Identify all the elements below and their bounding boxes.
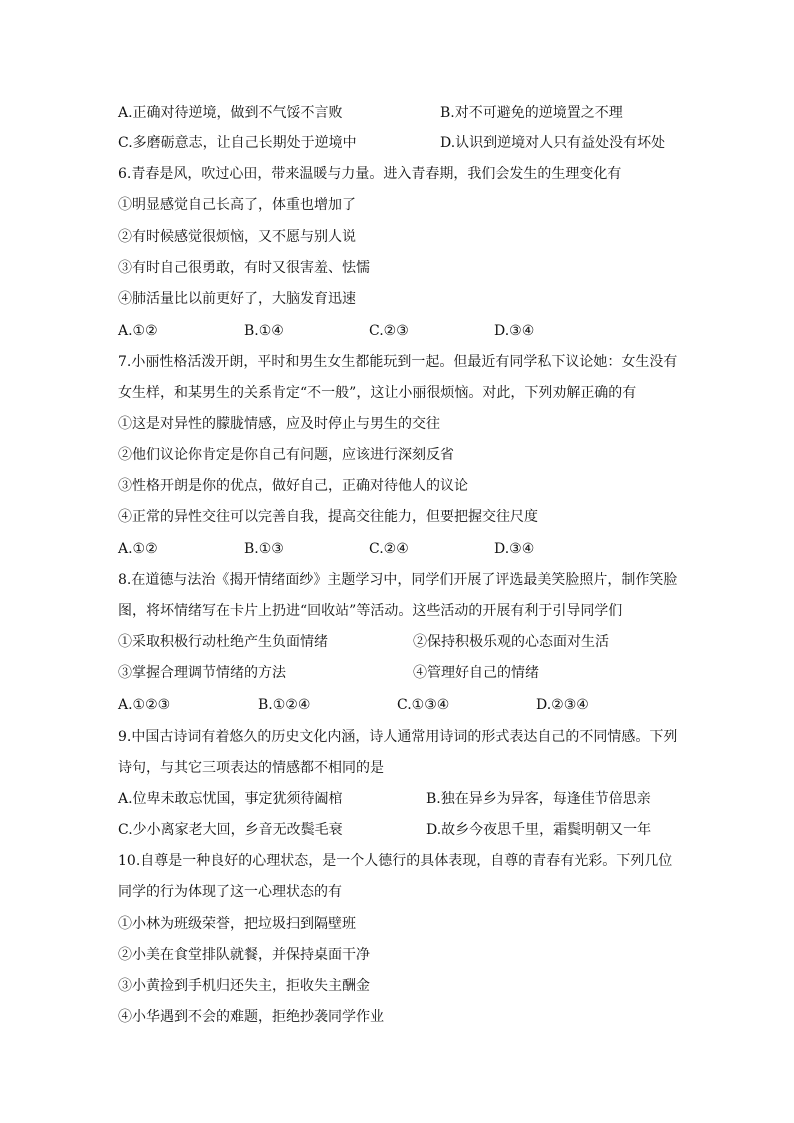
q10-item-1: ①小林为班级荣誉，把垃圾扫到隔壁班 [118,916,356,932]
q7-option-d: D.③④ [494,541,535,557]
q7-item-1: ①这是对异性的朦胧情感，应及时停止与男生的交往 [118,416,440,432]
q6-item-1: ①明显感觉自己长高了，体重也增加了 [118,197,356,213]
q9-option-a: A.位卑未敢忘忧国，事定犹须待阖棺 [118,791,343,807]
q7-item-3: ③性格开朗是你的优点，做好自己，正确对待他人的议论 [118,478,468,494]
q7-item-4: ④正常的异性交往可以完善自我，提高交往能力，但要把握交往尺度 [118,509,538,525]
q7-stem-line-1: 7.小丽性格活泼开朗，平时和男生女生都能玩到一起。但最近有同学私下议论她：女生没有 [118,354,678,370]
q6-item-3: ③有时自己很勇敢，有时又很害羞、怯懦 [118,260,370,276]
q6-option-b: B.①④ [244,323,284,339]
q5-option-a: A.正确对待逆境，做到不气馁不言败 [118,105,343,121]
q6-option-c: C.②③ [369,323,409,339]
q8-stem-line-2: 图，将坏情绪写在卡片上扔进“回收站”等活动。这些活动的开展有利于引导同学们 [118,603,623,619]
q8-option-a: A.①②③ [118,697,171,713]
q8-option-d: D.②③④ [536,697,589,713]
q5-option-c: C.多磨砺意志，让自己长期处于逆境中 [118,135,357,151]
q9-option-d: D.故乡今夜思千里，霜鬓明朝又一年 [426,822,652,838]
q6-stem: 6.青春是风，吹过心田，带来温暖与力量。进入青春期，我们会发生的生理变化有 [118,166,622,182]
q8-item-1: ①采取积极行动杜绝产生负面情绪 [118,634,328,650]
q8-option-b: B.①②④ [258,697,311,713]
q10-item-3: ③小黄捡到手机归还失主，拒收失主酬金 [118,978,370,994]
q9-option-c: C.少小离家老大回，乡音无改鬓毛衰 [118,822,343,838]
q8-option-c: C.①③④ [397,697,450,713]
q7-item-2: ②他们议论你肯定是你自己有问题，应该进行深刻反省 [118,447,454,463]
q10-item-2: ②小美在食堂排队就餐，并保持桌面干净 [118,947,370,963]
q10-stem-line-2: 同学的行为体现了这一心理状态的有 [118,884,342,900]
q8-item-4: ④管理好自己的情绪 [413,665,539,681]
q8-item-3: ③掌握合理调节情绪的方法 [118,665,286,681]
q8-item-2: ②保持积极乐观的心态面对生活 [413,634,609,650]
q8-stem-line-1: 8.在道德与法治《揭开情绪面纱》主题学习中，同学们开展了评选最美笑脸照片，制作笑脸 [118,572,678,588]
q9-option-b: B.独在异乡为异客，每逢佳节倍思亲 [426,791,651,807]
q9-stem-line-2: 诗句，与其它三项表达的情感都不相同的是 [118,760,384,776]
q7-stem-line-2: 女生样，和某男生的关系肯定“不一般”，这让小丽很烦恼。对此，下列劝解正确的有 [118,385,637,401]
q10-stem-line-1: 10.自尊是一种良好的心理状态，是一个人德行的具体表现，自尊的青春有光彩。下列几位 [118,853,673,869]
q9-stem-line-1: 9.中国古诗词有着悠久的历史文化内涵，诗人通常用诗词的形式表达自己的不同情感。下列 [118,729,678,745]
q5-option-b: B.对不可避免的逆境置之不理 [440,105,623,121]
q6-option-a: A.①② [118,323,158,339]
q7-option-b: B.①③ [244,541,284,557]
q10-item-4: ④小华遇到不会的难题，拒绝抄袭同学作业 [118,1009,384,1025]
q6-item-4: ④肺活量比以前更好了，大脑发育迅速 [118,291,356,307]
q6-option-d: D.③④ [494,323,535,339]
q7-option-c: C.②④ [369,541,409,557]
q6-item-2: ②有时候感觉很烦恼，又不愿与别人说 [118,229,356,245]
q5-option-d: D.认识到逆境对人只有益处没有坏处 [440,135,666,151]
q7-option-a: A.①② [118,541,158,557]
